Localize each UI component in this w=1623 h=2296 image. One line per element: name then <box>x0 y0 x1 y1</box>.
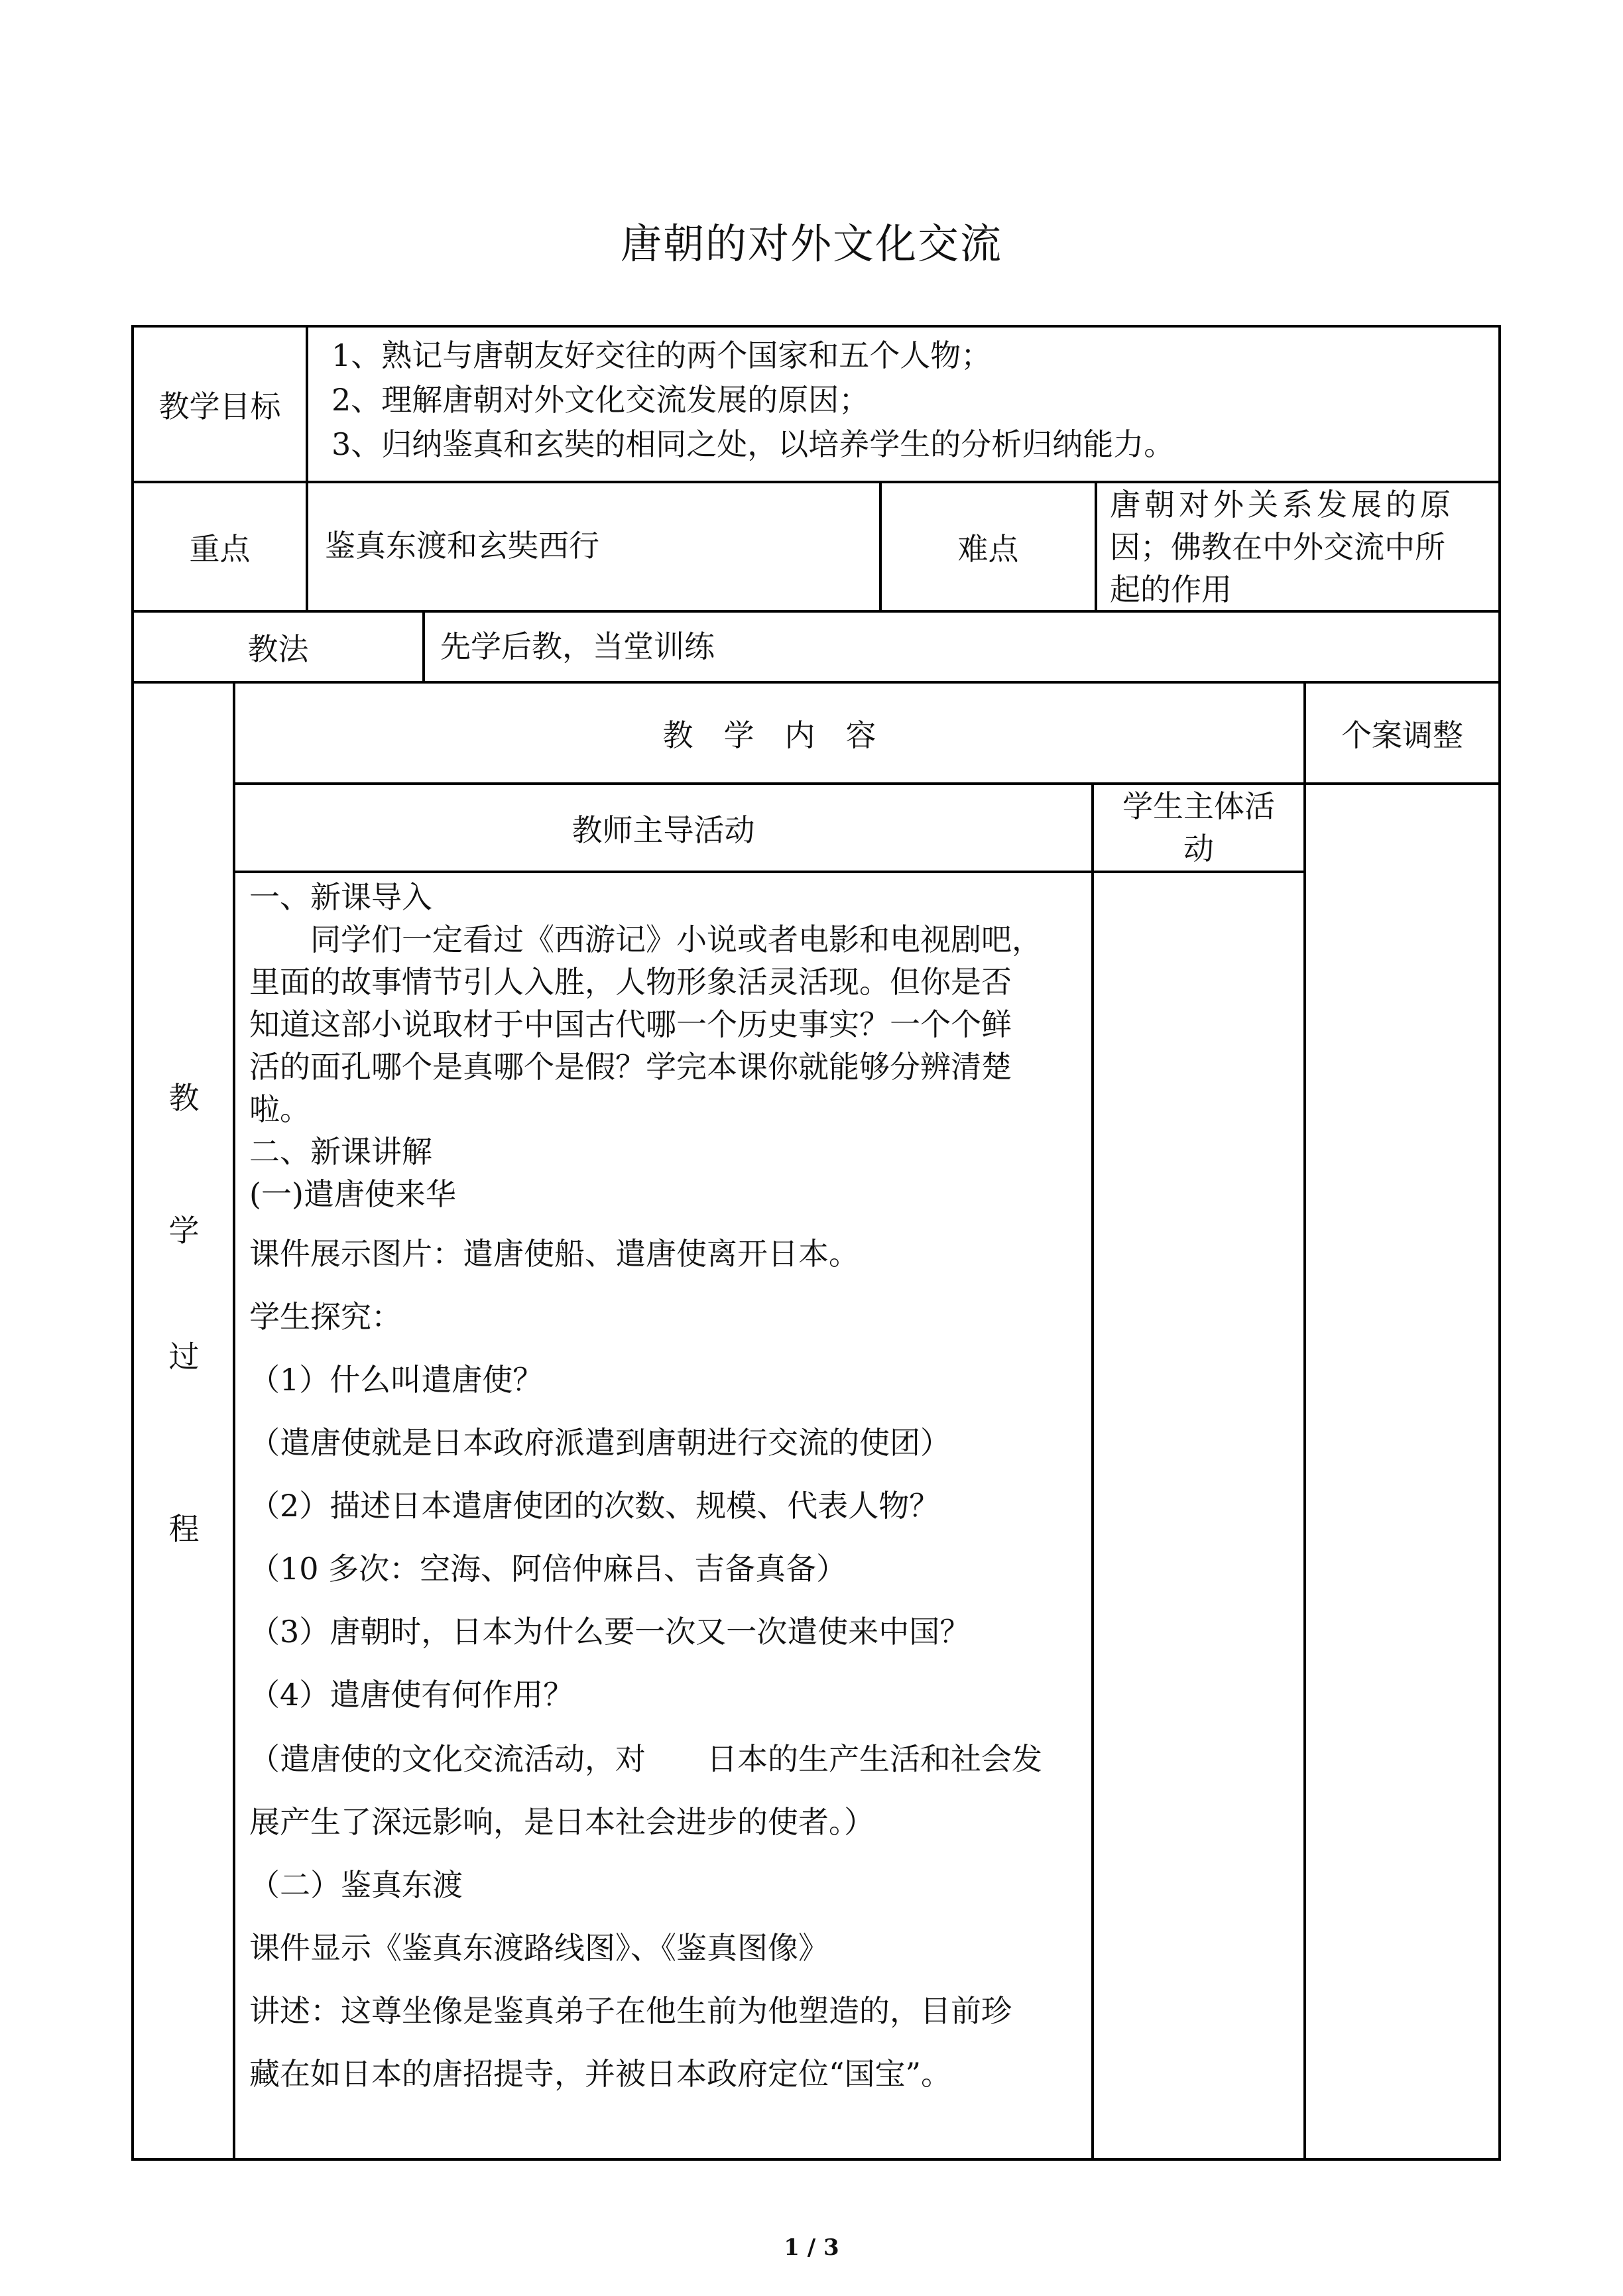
difficulty-line: 唐朝对外关系发展的原 <box>1110 487 1455 522</box>
adjust-header: 个案调整 <box>1341 717 1463 753</box>
content-line: 课件展示图片：遣唐使船、遣唐使离开日本。 <box>249 1236 859 1272</box>
content-line: (一)遣唐使来华 <box>249 1176 456 1212</box>
content-line: 活的面孔哪个是真哪个是假？学完本课你就能够分辨清楚 <box>249 1049 1012 1085</box>
content-line: （遣唐使就是日本政府派遣到唐朝进行交流的使团） <box>249 1425 951 1461</box>
document-title: 唐朝的对外文化交流 <box>620 219 1002 268</box>
content-line: 课件显示《鉴真东渡路线图》、《鉴真图像》 <box>249 1930 829 1966</box>
page-number: 1 / 3 <box>784 2234 839 2261</box>
content-line: （2）描述日本遣唐使团的次数、规模、代表人物？ <box>249 1488 940 1524</box>
process-label-char: 程 <box>168 1511 200 1547</box>
content-line: 藏在如日本的唐招提寺，并被日本政府定位“国宝”。 <box>249 2056 952 2092</box>
difficulty-line: 起的作用 <box>1110 572 1232 607</box>
goal-item: 3、归纳鉴真和玄奘的相同之处，以培养学生的分析归纳能力。 <box>331 426 1175 462</box>
content-header: 教 学 内 容 <box>662 717 876 753</box>
content-line: 啦。 <box>249 1091 310 1127</box>
process-label-char: 学 <box>168 1213 200 1248</box>
process-label-char: 过 <box>168 1339 200 1374</box>
method-value: 先学后教，当堂训练 <box>440 629 715 664</box>
content-line: （10 多次：空海、阿倍仲麻吕、吉备真备） <box>249 1551 847 1587</box>
content-line: 知道这部小说取材于中国古代哪一个历史事实？一个个鲜 <box>249 1006 1012 1042</box>
content-line: （3）唐朝时，日本为什么要一次又一次遣使来中国？ <box>249 1614 971 1650</box>
content-line: 讲述：这尊坐像是鉴真弟子在他生前为他塑造的，目前珍 <box>249 1993 1012 2029</box>
goals-label: 教学目标 <box>158 388 281 424</box>
key-points-label: 重点 <box>189 530 251 567</box>
student-header <box>1094 785 1303 871</box>
difficulty-label: 难点 <box>957 530 1019 567</box>
content-line: （遣唐使的文化交流活动，对 日本的生产生活和社会发 <box>249 1741 1042 1777</box>
student-header-line: 学生主体活 <box>1122 788 1275 824</box>
content-line: 学生探究： <box>249 1299 402 1335</box>
method-label: 教法 <box>247 631 309 667</box>
content-line: 展产生了深远影响，是日本社会进步的使者。） <box>249 1804 874 1840</box>
teacher-header: 教师主导活动 <box>571 812 755 848</box>
content-line: （二）鉴真东渡 <box>249 1867 463 1903</box>
difficulty-line: 因；佛教在中外交流中所 <box>1110 529 1445 565</box>
student-header-line: 动 <box>1183 831 1214 867</box>
content-line: （4）遣唐使有何作用？ <box>249 1677 574 1713</box>
goal-item: 2、理解唐朝对外文化交流发展的原因； <box>331 382 870 418</box>
process-label-char: 教 <box>168 1080 200 1116</box>
content-line: 一、新课导入 <box>249 879 432 915</box>
content-line: 里面的故事情节引人入胜，人物形象活灵活现。但你是否 <box>249 964 1012 1000</box>
content-line: （1）什么叫遣唐使？ <box>249 1362 544 1398</box>
content-line: 二、新课讲解 <box>249 1134 432 1170</box>
key-points-value: 鉴真东渡和玄奘西行 <box>325 528 599 564</box>
content-line: 同学们一定看过《西游记》小说或者电影和电视剧吧， <box>249 922 1042 957</box>
goal-item: 1、熟记与唐朝友好交往的两个国家和五个人物； <box>331 337 992 373</box>
